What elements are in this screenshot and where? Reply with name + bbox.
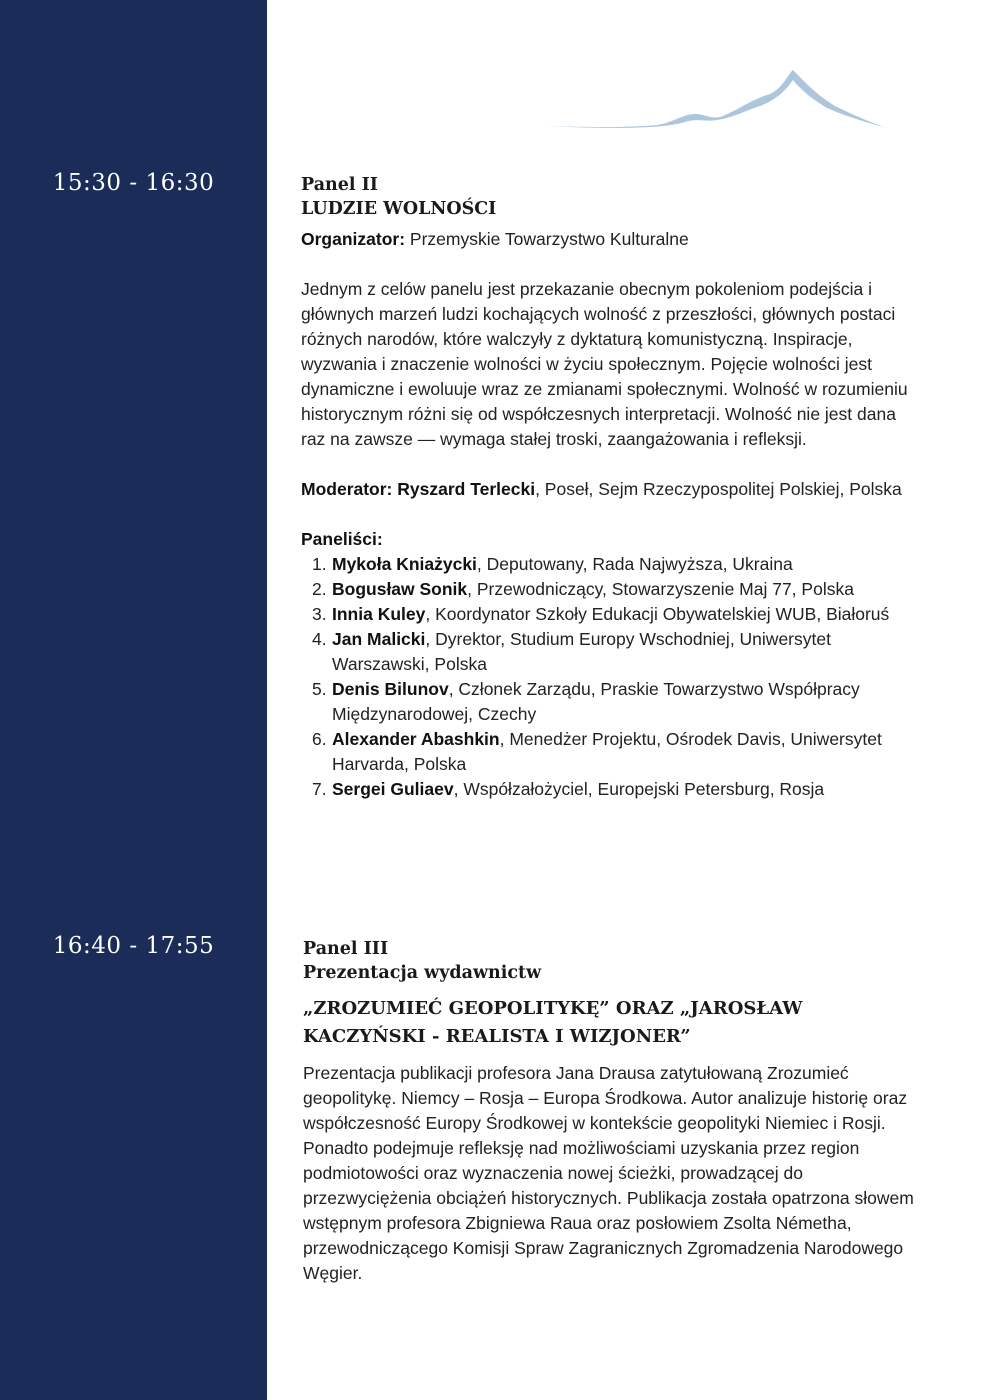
session-2-content: [303, 937, 923, 1286]
sidebar-band: [0, 0, 267, 1400]
list-item: 7. Sergei Guliaev, Współzałożyciel, Europejski Petersburg, Rosja: [312, 779, 825, 799]
organizer-line: [301, 227, 921, 252]
moderator-label: Moderator: Ryszard Terlecki: [301, 479, 536, 499]
mountain-logo: [545, 62, 890, 132]
list-item: 3. Innia Kuley, Koordynator Szkoły Edukacji Obywatelskiej WUB, Białoruś: [312, 604, 890, 624]
panelists-heading: Paneliści:: [301, 529, 383, 549]
book-title: „ZROZUMIEĆ GEOPOLITYKĘ” ORAZ „JAROSŁAW KACZYŃSKI - REALISTA I WIZJONER”: [303, 998, 803, 1047]
list-item: 4. Jan Malicki, Dyrektor, Studium Europy Wschodniej, Uniwersytet Warszawski, Polska: [312, 629, 831, 674]
list-item: 6. Alexander Abashkin, Menedżer Projektu, Ośrodek Davis, Uniwersytet Harvarda, Polska: [312, 729, 882, 774]
panel-title: LUDZIE WOLNOŚCI: [301, 199, 497, 219]
session-1-time: 15:30 - 16:30: [52, 170, 215, 196]
session-2-time: 16:40 - 17:55: [52, 933, 215, 959]
organizer-value: Przemyskie Towarzystwo Kulturalne: [405, 229, 689, 249]
panel-subtitle: Prezentacja wydawnictw: [303, 963, 542, 983]
panel-description: Jednym z celów panelu jest przekazanie obecnym pokoleniom podejścia i głównych marzeń ludzi kochających wolność z przeszłości, głównych postaci różnych narodów, które walczyły z dyktaturą komunistyczną. Inspiracje, wyzwania i znaczenie wolności w życiu społecznym. Pojęcie wolności jest dynamiczne i ewoluuje wraz ze zmianami społecznymi. Wolność w rozumieniu historycznym różni się od współczesnych interpretacji. Wolność nie jest dana raz na zawsze — wymaga stałej troski, zaangażowania i refleksji.: [301, 279, 908, 449]
list-item: 5. Denis Bilunov, Członek Zarządu, Praskie Towarzystwo Współpracy Międzynarodowej, Czechy: [312, 679, 860, 724]
panel-label: Panel III: [303, 939, 389, 959]
moderator-line: [301, 477, 921, 502]
list-item: 2. Bogusław Sonik, Przewodniczący, Stowarzyszenie Maj 77, Polska: [312, 579, 854, 599]
list-item: 1. Mykoła Kniażycki, Deputowany, Rada Najwyższa, Ukraina: [312, 554, 793, 574]
moderator-value: , Poseł, Sejm Rzeczypospolitej Polskiej, Polska: [535, 479, 902, 499]
presentation-description: Prezentacja publikacji profesora Jana Drausa zatytułowaną Zrozumieć geopolitykę. Niemcy – Rosja – Europa Środkowa. Autor analizuje historię oraz współczesność Europy Środkowej w kontekście geopolityki Niemiec i Rosji. Ponadto podejmuje refleksję nad możliwościami uzyskania przez region podmiotowości oraz wyznaczenia nowej ścieżki, prowadzącej do przezwyciężenia obciążeń historycznych. Publikacja została opatrzona słowem wstępnym profesora Zbigniewa Raua oraz posłowiem Zsolta Németha, przewodniczącego Komisji Spraw Zagranicznych Zgromadzenia Narodowego Węgier.: [303, 1063, 914, 1283]
panelists-list: [301, 552, 921, 802]
panel-label: Panel II: [301, 175, 378, 195]
organizer-label: Organizator:: [301, 229, 406, 249]
session-1-content: [301, 173, 921, 802]
